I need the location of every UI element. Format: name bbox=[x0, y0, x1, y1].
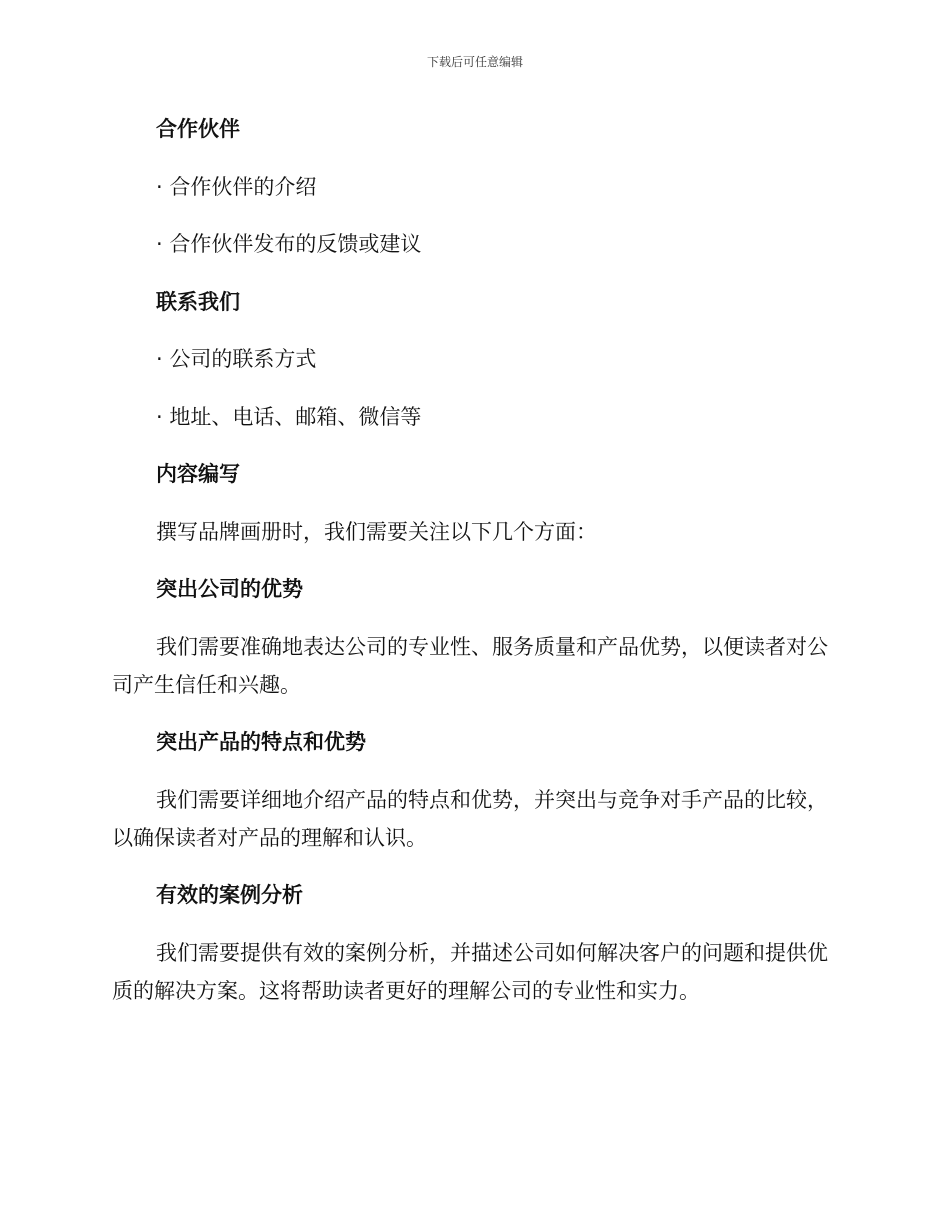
paragraph-company-advantage: 我们需要准确地表达公司的专业性、服务质量和产品优势，以便读者对公司产生信任和兴趣。 bbox=[112, 634, 828, 697]
list-item: · 地址、电话、邮箱、微信等 bbox=[156, 404, 422, 429]
section-title-writing: 内容编写 bbox=[156, 462, 240, 486]
section-title-company-advantage: 突出公司的优势 bbox=[156, 577, 303, 601]
list-item: · 公司的联系方式 bbox=[156, 347, 317, 371]
paragraph-writing-intro: 撰写品牌画册时，我们需要关注以下几个方面： bbox=[156, 519, 597, 544]
section-title-partners: 合作伙伴 bbox=[156, 117, 240, 141]
paragraph-product-advantage: 我们需要详细地介绍产品的特点和优势，并突出与竞争对手产品的比较，以确保读者对产品的理解和认识。 bbox=[112, 787, 828, 850]
page-header: 下载后可任意编辑 bbox=[426, 55, 523, 69]
paragraph-case-study: 我们需要提供有效的案例分析，并描述公司如何解决客户的问题和提供优质的解决方案。这将帮助读者更好的理解公司的专业性和实力。 bbox=[112, 940, 828, 1003]
section-title-product-advantage: 突出产品的特点和优势 bbox=[156, 730, 366, 754]
document-body bbox=[112, 110, 832, 1029]
section-title-case-study: 有效的案例分析 bbox=[156, 883, 303, 907]
list-item: · 合作伙伴发布的反馈或建议 bbox=[156, 232, 422, 256]
list-item: · 合作伙伴的介绍 bbox=[156, 174, 317, 199]
section-title-contact: 联系我们 bbox=[156, 289, 240, 314]
